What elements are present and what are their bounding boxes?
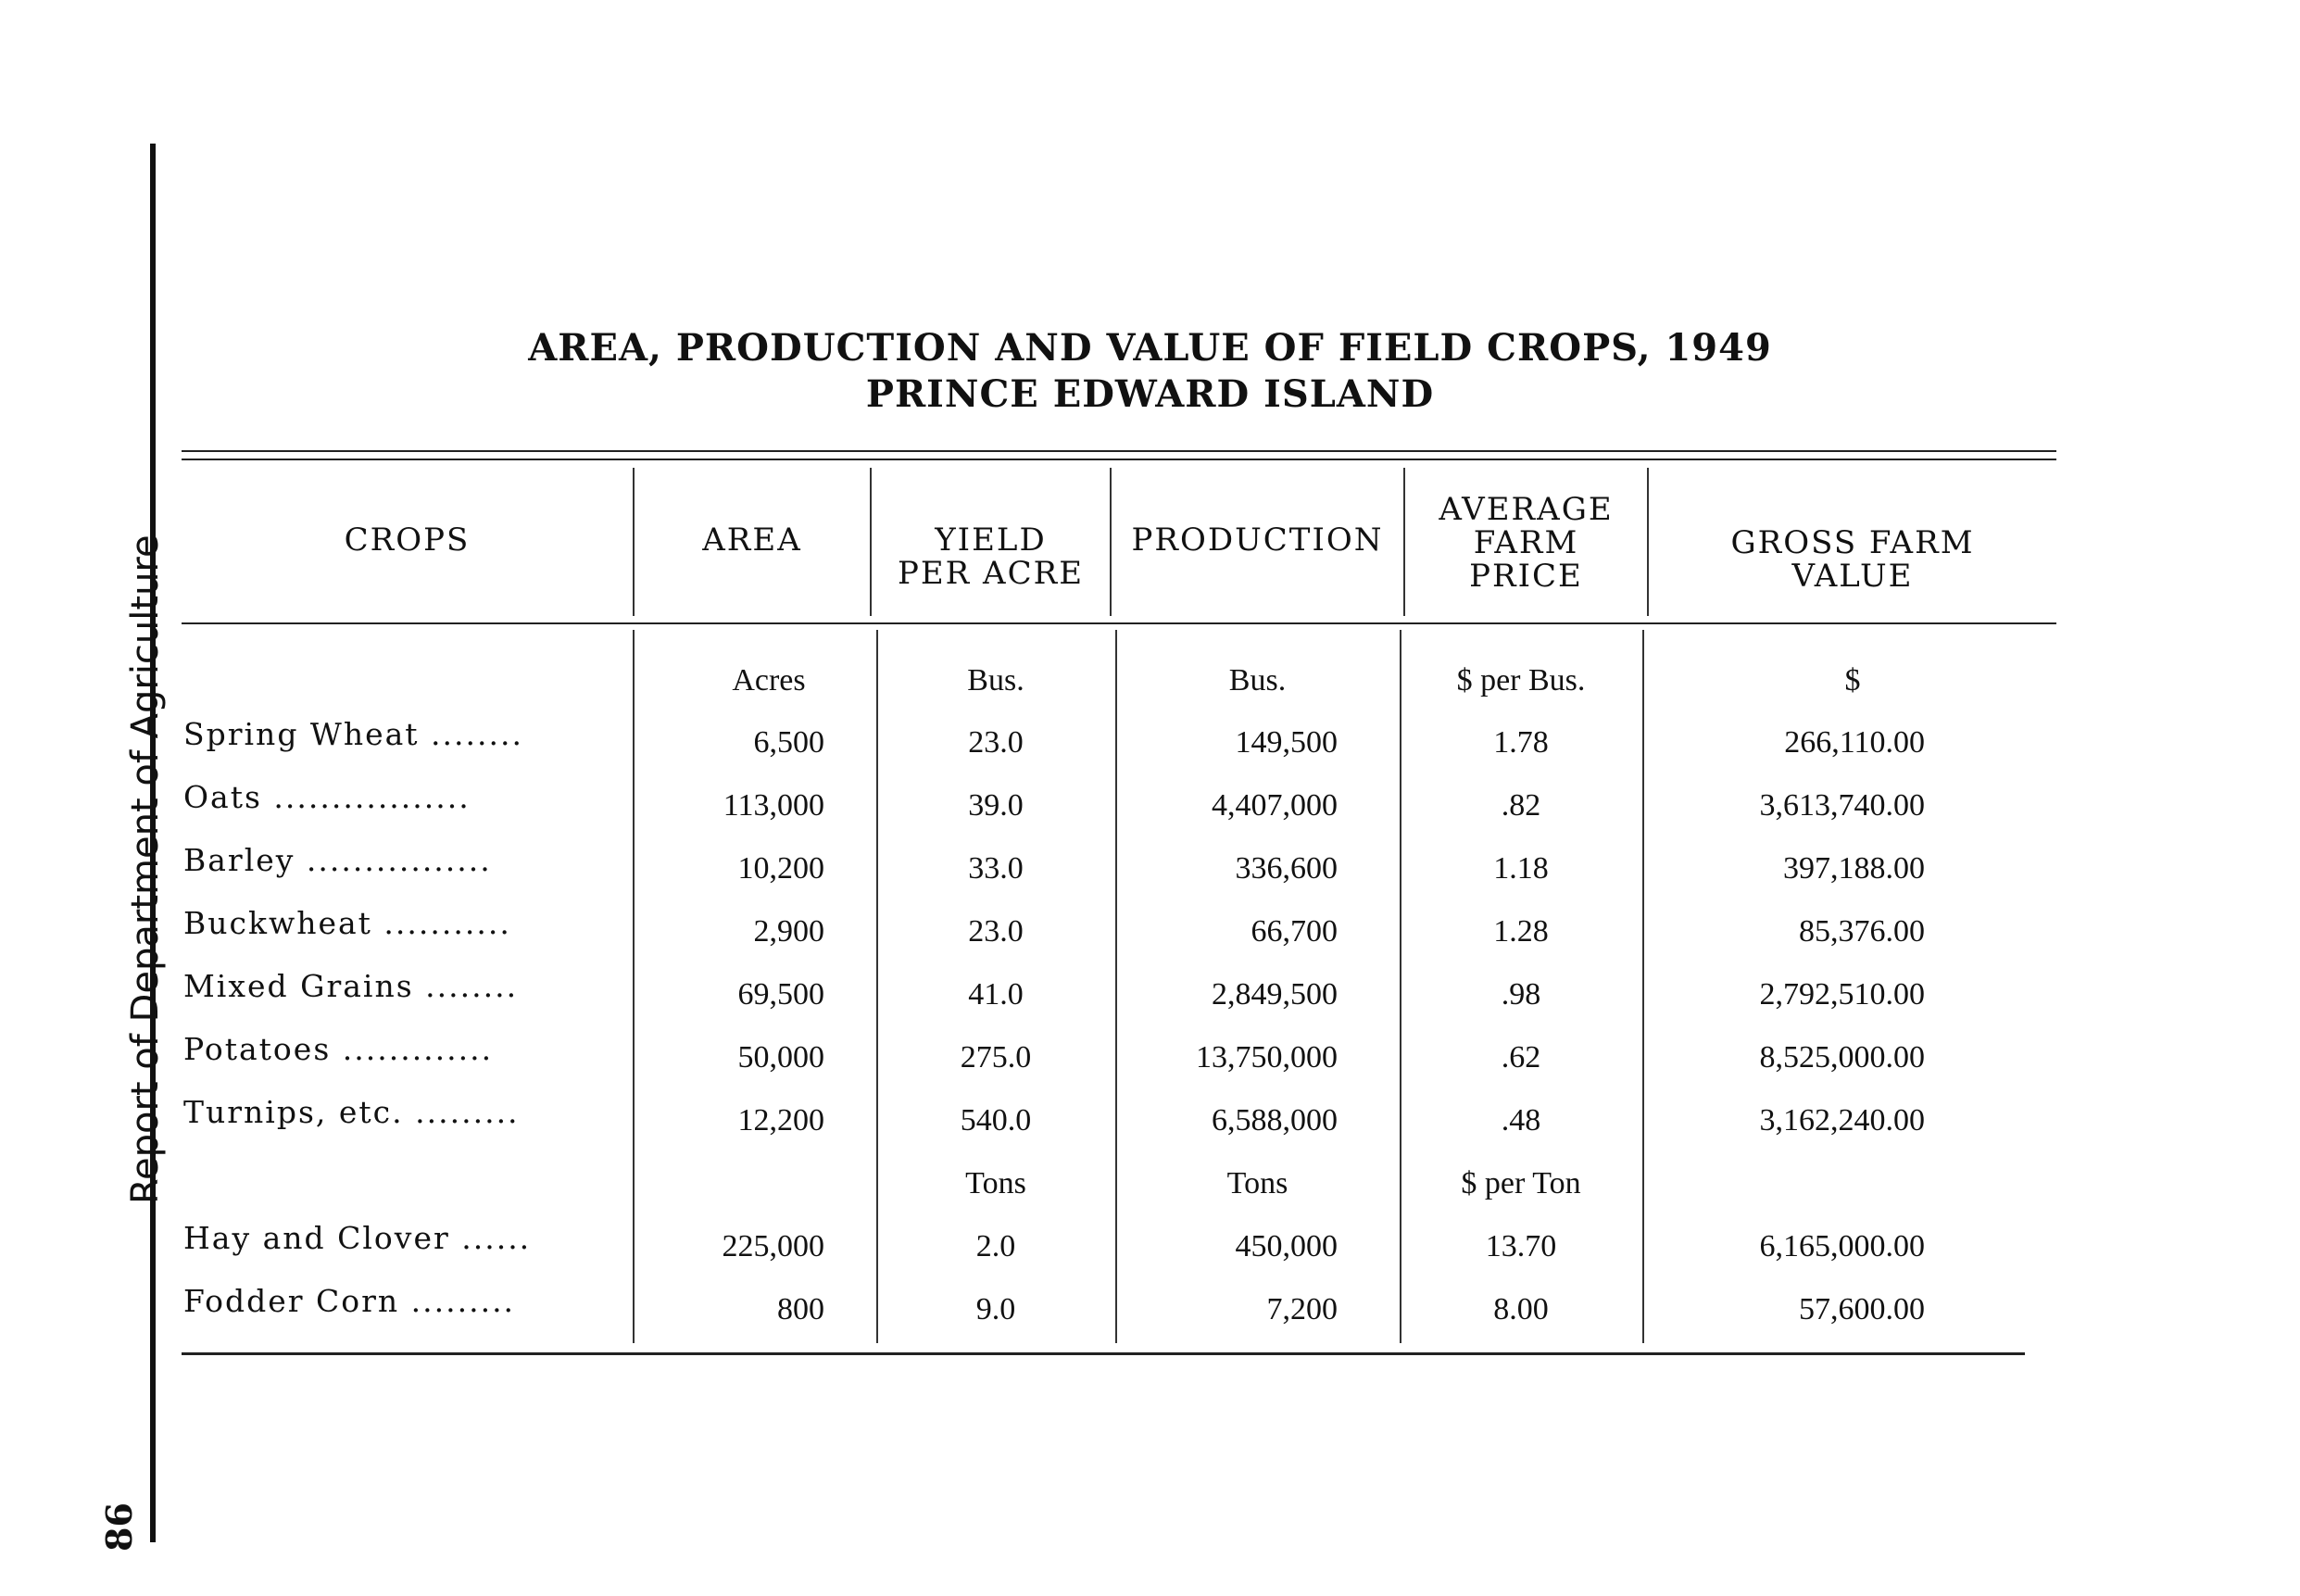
production-cell: 6,588,000 — [1212, 1103, 1338, 1137]
header-value: GROSS FARM VALUE — [1730, 524, 1975, 595]
crop-name: Buckwheat ........... — [183, 905, 511, 941]
production-cell: 13,750,000 — [1196, 1040, 1338, 1074]
price-cell: .48 — [1501, 1103, 1541, 1137]
top-rule-2 — [182, 459, 2056, 460]
area-cell: 10,200 — [737, 851, 824, 886]
body-divider — [633, 630, 635, 1343]
unit-production: Bus. — [1228, 663, 1287, 697]
unit-yield: Bus. — [967, 663, 1024, 697]
value-cell: 397,188.00 — [1783, 851, 1925, 886]
production-cell: 2,849,500 — [1212, 977, 1338, 1012]
yield-cell: 41.0 — [968, 977, 1024, 1012]
production-cell: 7,200 — [1266, 1292, 1338, 1326]
bottom-rule — [182, 1352, 2025, 1355]
crop-name: Potatoes ............. — [183, 1031, 494, 1067]
price-cell: 8.00 — [1493, 1292, 1549, 1326]
area-cell: 12,200 — [737, 1103, 824, 1137]
header-area: AREA — [702, 522, 802, 559]
unit-value: $ — [1844, 663, 1861, 697]
price-cell: 1.28 — [1493, 914, 1549, 949]
table-subtitle: PRINCE EDWARD ISLAND — [865, 372, 1435, 416]
page-number: 86 — [98, 1502, 140, 1552]
area-cell: 113,000 — [723, 788, 824, 823]
yield-cell: 33.0 — [968, 851, 1024, 886]
yield-cell: 275.0 — [960, 1040, 1032, 1074]
crop-name: Spring Wheat ........ — [183, 716, 523, 752]
yield-cell: 23.0 — [968, 914, 1024, 949]
crop-name: Turnips, etc. ......... — [183, 1094, 520, 1130]
yield-cell: 23.0 — [968, 725, 1024, 760]
crop-name: Hay and Clover ...... — [183, 1220, 532, 1256]
unit-yield-tons: Tons — [965, 1166, 1026, 1200]
yield-cell: 39.0 — [968, 788, 1024, 823]
price-cell: 1.18 — [1493, 851, 1549, 886]
price-cell: .82 — [1501, 788, 1541, 823]
value-cell: 3,613,740.00 — [1759, 788, 1925, 823]
running-head: Report of Department of Agriculture — [124, 534, 167, 1204]
value-cell: 85,376.00 — [1799, 914, 1925, 949]
price-cell: .98 — [1501, 977, 1541, 1012]
yield-cell: 9.0 — [975, 1292, 1016, 1326]
crop-name: Oats ................. — [183, 779, 471, 815]
top-rule-1 — [182, 450, 2056, 452]
unit-production-tons: Tons — [1226, 1166, 1288, 1200]
value-cell: 3,162,240.00 — [1759, 1103, 1925, 1137]
area-cell: 225,000 — [722, 1229, 824, 1263]
price-cell: 1.78 — [1493, 725, 1549, 760]
area-cell: 69,500 — [737, 977, 824, 1012]
price-cell: 13.70 — [1485, 1229, 1557, 1263]
header-price: AVERAGE FARM PRICE — [1439, 491, 1614, 595]
header-production: PRODUCTION — [1131, 522, 1384, 559]
price-cell: .62 — [1501, 1040, 1541, 1074]
production-cell: 450,000 — [1235, 1229, 1338, 1263]
table-title: AREA, PRODUCTION AND VALUE OF FIELD CROPS, 1949 — [528, 326, 1772, 370]
yield-cell: 540.0 — [960, 1103, 1032, 1137]
crop-name: Mixed Grains ........ — [183, 968, 519, 1004]
production-cell: 66,700 — [1251, 914, 1338, 949]
unit-price: $ per Bus. — [1456, 663, 1586, 697]
value-cell: 2,792,510.00 — [1759, 977, 1925, 1012]
production-cell: 4,407,000 — [1212, 788, 1338, 823]
header-crops: CROPS — [344, 522, 471, 559]
value-cell: 6,165,000.00 — [1759, 1229, 1925, 1263]
header-yield: YIELD PER ACRE — [897, 522, 1085, 592]
area-cell: 800 — [777, 1292, 824, 1326]
value-cell: 266,110.00 — [1784, 725, 1925, 760]
production-cell: 149,500 — [1235, 725, 1338, 760]
area-cell: 2,900 — [753, 914, 824, 949]
unit-price-tons: $ per Ton — [1461, 1166, 1581, 1200]
area-cell: 50,000 — [737, 1040, 824, 1074]
header-rule — [182, 622, 2056, 624]
production-cell: 336,600 — [1235, 851, 1338, 886]
yield-cell: 2.0 — [975, 1229, 1016, 1263]
value-cell: 8,525,000.00 — [1759, 1040, 1925, 1074]
crop-name: Barley ................ — [183, 842, 492, 878]
value-cell: 57,600.00 — [1799, 1292, 1925, 1326]
crop-name: Fodder Corn ......... — [183, 1283, 516, 1319]
unit-area: Acres — [732, 663, 806, 697]
area-cell: 6,500 — [753, 725, 824, 760]
